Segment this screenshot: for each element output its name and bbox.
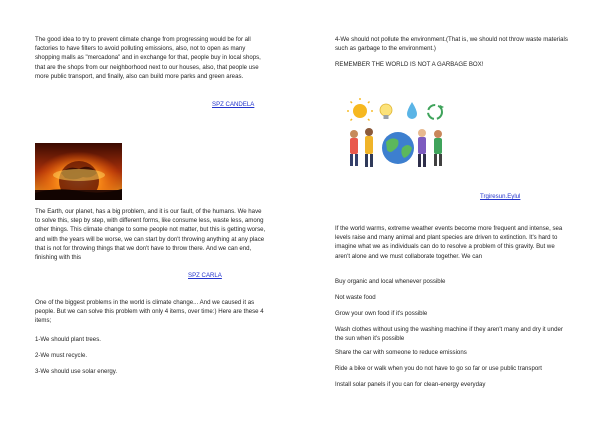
tip-not-waste-food: Not waste food [335, 294, 376, 301]
author-link-carla[interactable]: SPZ CARLA [188, 272, 222, 279]
tip-wash-clothes: Wash clothes without using the washing machine if they aren't many and dry it under the sun when it's possible [335, 326, 563, 343]
paragraph-factories: The good idea to try to prevent climate change from progressing would be for all factories to have filters to avoid polluting emissions, also, not to open as many shopping malls as "mercadona" and in exchange for that, people buy in local shops, that are the shops from our neighborhood next to our houses, also, that people use more public transport, and finally, also can build more parks and green areas. [35, 36, 261, 80]
water-drop-icon [407, 102, 417, 119]
recycle-icon [428, 105, 444, 119]
right-page [300, 0, 600, 424]
tip-ride-bike: Ride a bike or walk when you do not have to go so far or use public transport [335, 365, 542, 372]
paragraph-world-warms: If the world warms, extreme weather events become more frequent and intense, sea levels raise and many animal and plant species are driven to extinction. It's hard to imagine what we as individuals can do to resolve a problem of this gravity. But we aren't alone and we must collaborate together. We can [335, 225, 563, 260]
slogan-garbage-box: REMEMBER THE WORLD IS NOT A GARBAGE BOX! [335, 61, 484, 68]
eco-people-illustration [340, 98, 452, 170]
tip-solar-panels: Install solar panels if you can for clean-energy everyday [335, 381, 486, 388]
list-item-solar-energy: 3-We should use solar energy. [35, 368, 118, 375]
sun-icon [347, 98, 373, 121]
tip-grow-food: Grow your own food if it's possible [335, 310, 428, 317]
list-item-recycle: 2-We must recycle. [35, 352, 88, 359]
light-bulb-icon [380, 104, 392, 119]
list-item-plant-trees: 1-We should plant trees. [35, 336, 101, 343]
author-link-eylul[interactable]: Trgiresun.Eylul [480, 193, 521, 200]
tip-buy-organic: Buy organic and local whenever possible [335, 278, 446, 285]
globe-icon [382, 132, 414, 164]
tip-share-car: Share the car with someone to reduce emissions [335, 349, 467, 356]
paragraph-four-items: One of the biggest problems in the world is climate change... And we caused it as people. But we can solve this problem with only 4 items, over time:) Here are these 4 items; [35, 299, 264, 325]
paragraph-earth-problem: The Earth, our planet, has a big problem, and it is our fault, of the humans. We have to solve this, step by step, with different forms, like consume less, waste less, among other things. This climate change to some people not matter, but this is getting worse, and with the years will be worse, we can start by don't throwing anything at any place that is not for throwing things that we don't have to throw there. And we can end, finishing with this [35, 208, 266, 262]
burning-earth-image [35, 143, 122, 200]
list-item-no-pollution: 4-We should not pollute the environment.(That is, we should not throw waste materials such as garbage to the environment.) [335, 36, 568, 53]
author-link-candela[interactable]: SPZ CANDELA [212, 101, 255, 108]
